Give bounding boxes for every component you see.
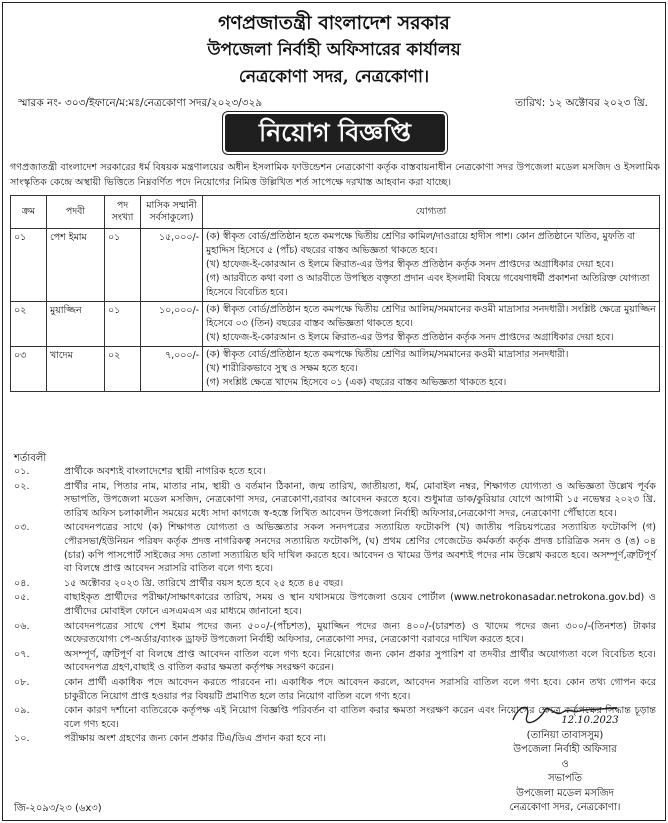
condition-text: পরীক্ষায় অংশ গ্রহণের জন্য কোন প্রকার টিএ/ডিএ প্রদান করা হবে না। [64,733,326,745]
condition-text: প্রার্থীকে অবশ্যই বাংলাদেশের স্থায়ী নাগরিক হতে হবে। [64,466,266,477]
office-location: নেত্রকোণা সদর, নেত্রকোণা। [238,67,430,87]
signature-date: 12.10.2023 [561,715,619,726]
notice-banner: নিয়োগ বিজ্ঞপ্তি [225,114,445,152]
qualification-item: (খ) হাফেজ-ই-কোরআন ও ইলমে ক্বিরাত-এর উপর স্বীকৃত প্রতিষ্ঠান কর্তৃক সনদ প্রাপ্তদের অগ্রাধিকার দেয়া হবে। [206,332,614,343]
signature-block [470,700,660,816]
condition-text: প্রার্থীর নাম, পিতার নাম, মাতার নাম, স্থায়ী ও বর্তমান ঠিকানা, জন্ম তারিখ, জাতীয়তা, ধর্ম, মোবাইল নম্বর, শিক্ষাগত যোগ্যতা ও অভিজ্ঞতা উল্লেখ পূর্বক সভাপতি, উপজেলা মডেল মসজিদ, নেত্রকোণা সদর, নেত্রকোণা,বরাবর আবেদন করতে হবে। শুধুমাত্র ডাক/কুরিয়ার যোগে আগামী ১৫ নভেম্বর ২০২৩ খ্রি. তারিখ অফিস চলাকালীন সময়ের মধ্যে সাদা কাগজে স্ব-হস্তে লিখিত আবেদন উপজেলা নির্বাহী অফিসার,নেত্রকোণা সদর, নেত্রকোণা পৌঁছাতে হবে। [64,480,656,519]
qualification-item: (গ) আরবীতে কথা বলা ও আরবীতে উপস্থিত বক্তৃতা প্রদান এবং ইসলামী বিষয়ে গবেষণাধর্মী প্রকাশনা অতিরিক্ত যোগ্যতা হিসেবে বিবেচিত হবে। [206,273,650,298]
condition-item [14,648,656,675]
row-count: ০১ [105,302,141,347]
row-salary: ১৫,০০০/- [141,229,203,302]
condition-text: অসম্পূর্ণ, ত্রুটিপূর্ণ বা বিলম্বে প্রাপ্ত আবেদন বাতিল বলে গণ্য হবে। নিয়োগের জন্য কোন প্রকার সুপারিশ বা তদবীর প্রার্থীর অযোগ্যতা বলে বিবেচিত হবে। আবেদনপত্র গ্রহণ,বাছাই ও বাতিল করার ক্ষমতা কর্তৃপক্ষ সংরক্ষণ করেন। [64,648,656,674]
condition-number: ০৯. [14,705,30,717]
qualification-item: (খ) হাফেজ-ই-কোরআন ও ইলমে ক্বিরাত-এর উপর স্বীকৃত প্রতিষ্ঠান কর্তৃক সনদ প্রাপ্তদের অগ্রাধিকার দেয়া হবে। [206,259,614,270]
conditions-heading: শর্তাবলী [14,453,47,464]
signatory-org: উপজেলা মডেল মসজিদ [516,787,614,799]
condition-number: ০১. [14,466,30,477]
row-post: খাদেম [47,347,105,392]
row-post: মুয়াজ্জিন [47,302,105,347]
govt-title: গণপ্রজাতন্ত্রী বাংলাদেশ সরকার [218,12,450,34]
qualification-item: (ক) স্বীকৃত বোর্ড/প্রতিষ্ঠান হতে কমপক্ষে দ্বিতীয় শ্রেণির কামিল/দাওরায়ে হাদীস পাশ। কোন প্রতিষ্ঠানে খতিব, মুফতি বা মুহাদ্দিস হিসেবে ৫ (পাঁচ) বছরের বাস্তব অভিজ্ঞতা থাকতে হবে। [206,231,636,256]
row-serial: ০৩ [11,347,47,392]
signatory-role: সভাপতি [547,773,583,784]
row-salary: ৭,০০০/- [141,347,203,392]
condition-item [14,591,656,618]
notice-date: তারিখ: ১২ অক্টোবর ২০২৩ খ্রি. [515,97,648,109]
signatory-and: ও [561,758,569,770]
qualification-item: (খ) শারীরিকভাবে সুস্থ ও সক্ষম হতে হবে। [206,363,358,374]
condition-number: ০৪. [14,577,30,589]
memo-number: স্মারক নং- ৩০৩/ইফানে/ম:মঃ/নেত্রকোণা সদর/২০২৩/৩২৯ [18,97,263,109]
col-post: পদবী [47,196,105,229]
col-count: পদ সংখ্যা [105,196,141,229]
vacancy-table [10,195,660,392]
table-header-row [11,196,660,229]
row-serial: ০২ [11,302,47,347]
condition-number: ০৩. [14,522,30,534]
qualification-item: (ক) স্বীকৃত বোর্ড/প্রতিষ্ঠান হতে কমপক্ষে দ্বিতীয় শ্রেণির আলিম/সমমানের কওমী মাদ্রাসার সনদধারী। [206,349,569,360]
condition-number: ০৮. [14,676,30,688]
signatory-name: (তানিয়া তাবাসসুম) [526,729,604,741]
row-qualification [203,229,660,302]
condition-text: ১৫ অক্টোবর ২০২৩ খ্রি. তারিখে প্রার্থীর বয়স হতে হবে ২৫ হতে ৪৫ বছর। [64,577,344,589]
condition-text: আবেদনপত্রের সাথে (ক) শিক্ষাগত যোগ্যতা ও অভিজ্ঞতার সকল সনদপত্রের সত্যায়িত ফটোকপি (খ) জাতীয় পরিচয়পত্রের সত্যায়িত ফটোকপি (গ) পৌরসভা/ইউনিয়ন পরিষদ কর্তৃক প্রদত্ত নাগরিকত্ব সনদের সত্যায়িত ফটোকপি, (ঘ) প্রথম শ্রেণির গেজেটেড কর্মকর্তা কর্তৃক প্রদত্ত চারিত্রিক সনদ ও (ঙ) ০৪ (চার) কপি পাসপোর্ট সাইজের সদ্য তোলা সত্যায়িত ছবি দাখিল করতে হবে। আবেদন ও খামের উপর অবশ্যই পদের নাম উল্লেখ করতে হবে। অসম্পূর্ণ,ত্রুটিপূর্ণ বা বিলম্বে প্রাপ্ত আবেদন সরাসরি বাতিল বলে গণ্য হবে। [64,522,656,575]
condition-number: ০৭. [14,648,30,660]
col-serial: ক্রম [11,196,47,229]
condition-text: বাছাইকৃত প্রার্থীদের পরীক্ষা/সাক্ষাৎকারের তারিখ, সময় ও স্থান যথাসময়ে উপজেলা ওয়েব পোর্টাল (www.netrokonasadar.netrokona.gov.bd) ও প্রার্থীদের মোবাইল ফোনে এসএমএস এর মাধ্যমে জানানো হবে। [64,592,656,617]
condition-text: কোন প্রার্থী একাধিক পদে আবেদন করতে পারবেন না। একাধিক পদে আবেদন করলে, আবেদন সরাসরি বাতিল বলে গণ্য হবে। কোন তথ্য গোপন করে চাকুরীতে নিয়োগ প্রাপ্ত হওয়ার পর বিষয়টি প্রমাণিত হলে তার নিয়োগ বাতিল বলে গণ্য হবে। [64,676,656,702]
condition-number: ০৬. [14,620,30,632]
qualification-item: (গ) সংশ্লিষ্ট ক্ষেত্রে খাদেম হিসেবে ০১ (এক) বছরের বাস্তব অভিজ্ঞতা থাকতে হবে। [206,377,507,388]
office-title: উপজেলা নির্বাহী অফিসারের কার্যালয় [207,40,461,60]
condition-item [14,465,656,479]
condition-item [14,620,656,647]
table-row [11,229,660,302]
footer-code: জি-২০৯৩/২৩ (৬x৩) [14,803,102,814]
col-qualification: যোগ্যতা [203,196,660,229]
row-post: পেশ ইমাম [47,229,105,302]
condition-item [14,521,656,575]
qualification-item: (ক) স্বীকৃত বোর্ড/প্রতিষ্ঠান হতে কমপক্ষে দ্বিতীয় শ্রেণির আলিম/সমমানের কওমী মাদ্রাসার সনদধারী। সংশ্লিষ্ট ক্ষেত্রে মুয়াজ্জিন হিসেবে ০৩ (তিন) বছরের বাস্তব অভিজ্ঞতা থাকতে হবে। [206,304,656,329]
row-serial: ০১ [11,229,47,302]
condition-item [14,577,656,591]
row-qualification [203,347,660,392]
table-row [11,302,660,347]
intro-paragraph: গণপ্রজাতন্ত্রী বাংলাদেশ সরকারের ধর্ম বিষয়ক মন্ত্রণালয়ের অধীন ইসলামিক ফাউন্ডেশন নেত্রকোণা কর্তৃক বাস্তবায়নাধীন নেত্রকোণা সদর উপজেলা মডেল মসজিদ ও ইসলামিক সাংস্কৃতিক কেন্দ্রে অস্থায়ী ভিত্তিতে নিম্নবর্ণিত পদে নিয়োগের নিমিত্ত উল্লিখিত শর্ত সাপেক্ষে দরখাস্ত আহবান করা যাচ্ছে। [10,162,660,188]
condition-number: ০৫. [14,592,30,604]
row-count: ০১ [105,229,141,302]
col-salary: মাসিক সম্মানী সর্বসাকুল্যে) [141,196,203,229]
condition-number: ১০. [14,733,30,745]
row-salary: ১০,০০০/- [141,302,203,347]
condition-number: ০২. [14,480,30,492]
condition-text: কোন কারণ দর্শানো ব্যতিরেকে কর্তৃপক্ষ এই নিয়োগ বিজ্ঞপ্তি পরিবর্তন বা বাতিল করার ক্ষমতা সংরক্ষণ করেন এবং নিয়োগের ক্ষেত্রে কর্তৃপক্ষের সিদ্ধান্ত চূড়ান্ত বলে গণ্য হবে। [64,705,656,730]
condition-item [14,480,656,521]
signatory-designation: উপজেলা নির্বাহী অফিসার [513,744,617,755]
table-row [11,347,660,392]
signatory-place: নেত্রকোণা সদর, নেত্রকোণা। [509,802,621,813]
row-count: ০২ [105,347,141,392]
row-qualification [203,302,660,347]
condition-text: আবেদনপত্রের সাথে পেশ ইমাম পদের জন্য ৫০০/-(পাঁচশত), মুয়াজ্জিন পদের জন্য ৪০০/-(চারশত) ও খাদেম পদের জন্য ৩০০/-(তিনশত) টাকার অফেরতযোগ্য পে-অর্ডার/ব্যাংক ড্রাফট উপজেলা নির্বাহী অফিসার, নেত্রকোণা সদর, নেত্রকোণা বরাবরে দাখিল করতে হবে। [64,620,656,646]
